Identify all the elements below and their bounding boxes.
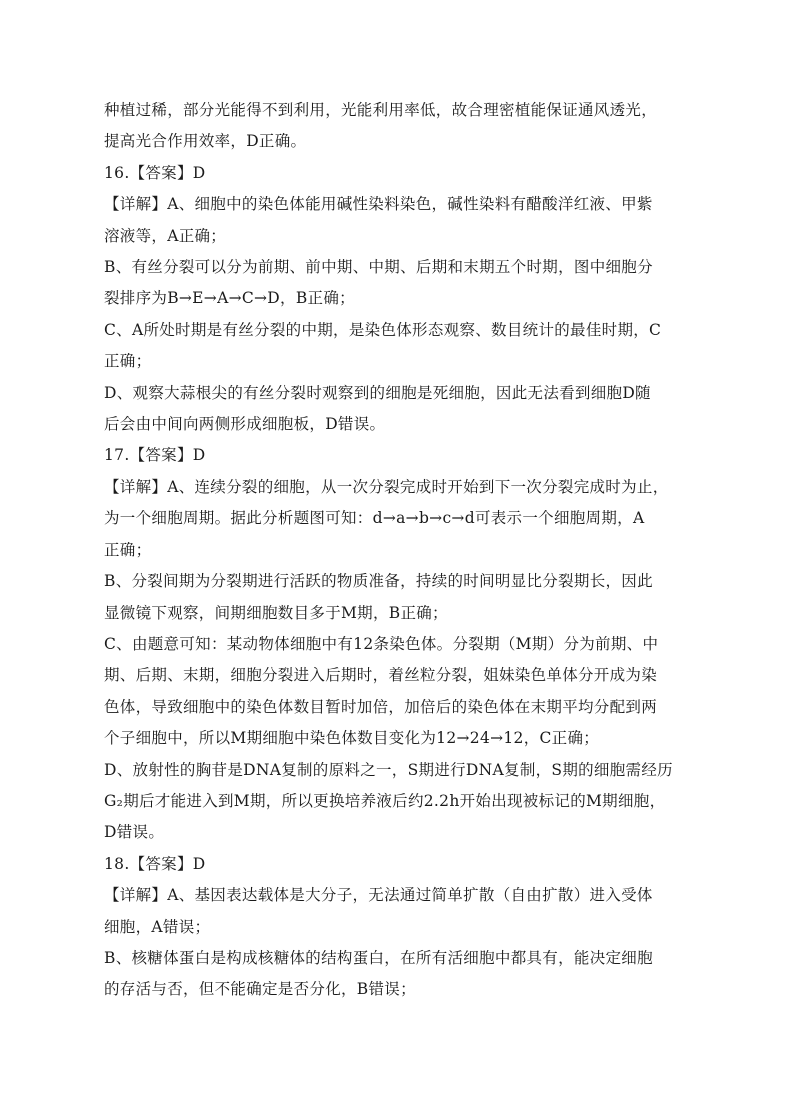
text-line: C、A所处时期是有丝分裂的中期，是染色体形态观察、数目统计的最佳时期，C: [104, 320, 662, 339]
text-line: 溶液等，A正确；: [104, 226, 227, 245]
text-line: 的存活与否，但不能确定是否分化，B错误；: [104, 980, 416, 999]
text-line: 种植过稀，部分光能得不到利用，光能利用率低，故合理密植能保证通风透光，: [104, 101, 658, 119]
text-line: 后会由中间向两侧形成细胞板，D错误。: [104, 415, 386, 434]
text-line: 正确；: [104, 352, 152, 371]
text-line: D、观察大蒜根尖的有丝分裂时观察到的细胞是死细胞，因此无法看到细胞D随: [104, 383, 651, 402]
text-line: 为一个细胞周期。据此分析题图可知：d→a→b→c→d可表示一个细胞周期，A: [104, 509, 645, 528]
text-line: 提高光合作用效率，D正确。: [104, 132, 307, 151]
text-line: B、有丝分裂可以分为前期、前中期、中期、后期和末期五个时期，图中细胞分: [104, 258, 653, 277]
text-line: 【详解】A、连续分裂的细胞，从一次分裂完成时开始到下一次分裂完成时为止，: [104, 477, 669, 496]
text-line: 细胞，A错误；: [104, 917, 211, 936]
text-line: 色体，导致细胞中的染色体数目暂时加倍，加倍后的染色体在末期平均分配到两: [104, 697, 658, 716]
text-line: 【详解】A、细胞中的染色体能用碱性染料染色，碱性染料有醋酸洋红液、甲紫: [104, 195, 653, 214]
text-line: G₂期后才能进入到M期，所以更换培养液后约2.2h开始出现被标记的M期细胞，: [104, 791, 666, 810]
answer-heading-17: 17.【答案】D: [104, 446, 206, 465]
text-line: C、由题意可知：某动物体细胞中有12条染色体。分裂期（M期）分为前期、中: [104, 634, 659, 653]
text-line: 显微镜下观察，间期细胞数目多于M期，B正确；: [104, 603, 448, 622]
text-line: 期、后期、末期，细胞分裂进入后期时，着丝粒分裂，姐妹染色单体分开成为染: [104, 666, 658, 685]
text-line: B、核糖体蛋白是构成核糖体的结构蛋白，在所有活细胞中都具有，能决定细胞: [104, 948, 653, 967]
text-line: 个子细胞中，所以M期细胞中染色体数目变化为12→24→12，C正确；: [104, 729, 600, 748]
text-line: D、放射性的胸苷是DNA复制的原料之一，S期进行DNA复制，S期的细胞需经历: [104, 760, 673, 779]
text-line: B、分裂间期为分裂期进行活跃的物质准备，持续的时间明显比分裂期长，因此: [104, 572, 653, 591]
answer-heading-16: 16.【答案】D: [104, 163, 206, 182]
text-line: 裂排序为B→E→A→C→D，B正确；: [104, 289, 355, 308]
text-line: D错误。: [104, 823, 165, 842]
answer-heading-18: 18.【答案】D: [104, 854, 206, 873]
text-line: 【详解】A、基因表达载体是大分子，无法通过简单扩散（自由扩散）进入受体: [104, 886, 653, 905]
text-line: 正确；: [104, 540, 152, 559]
